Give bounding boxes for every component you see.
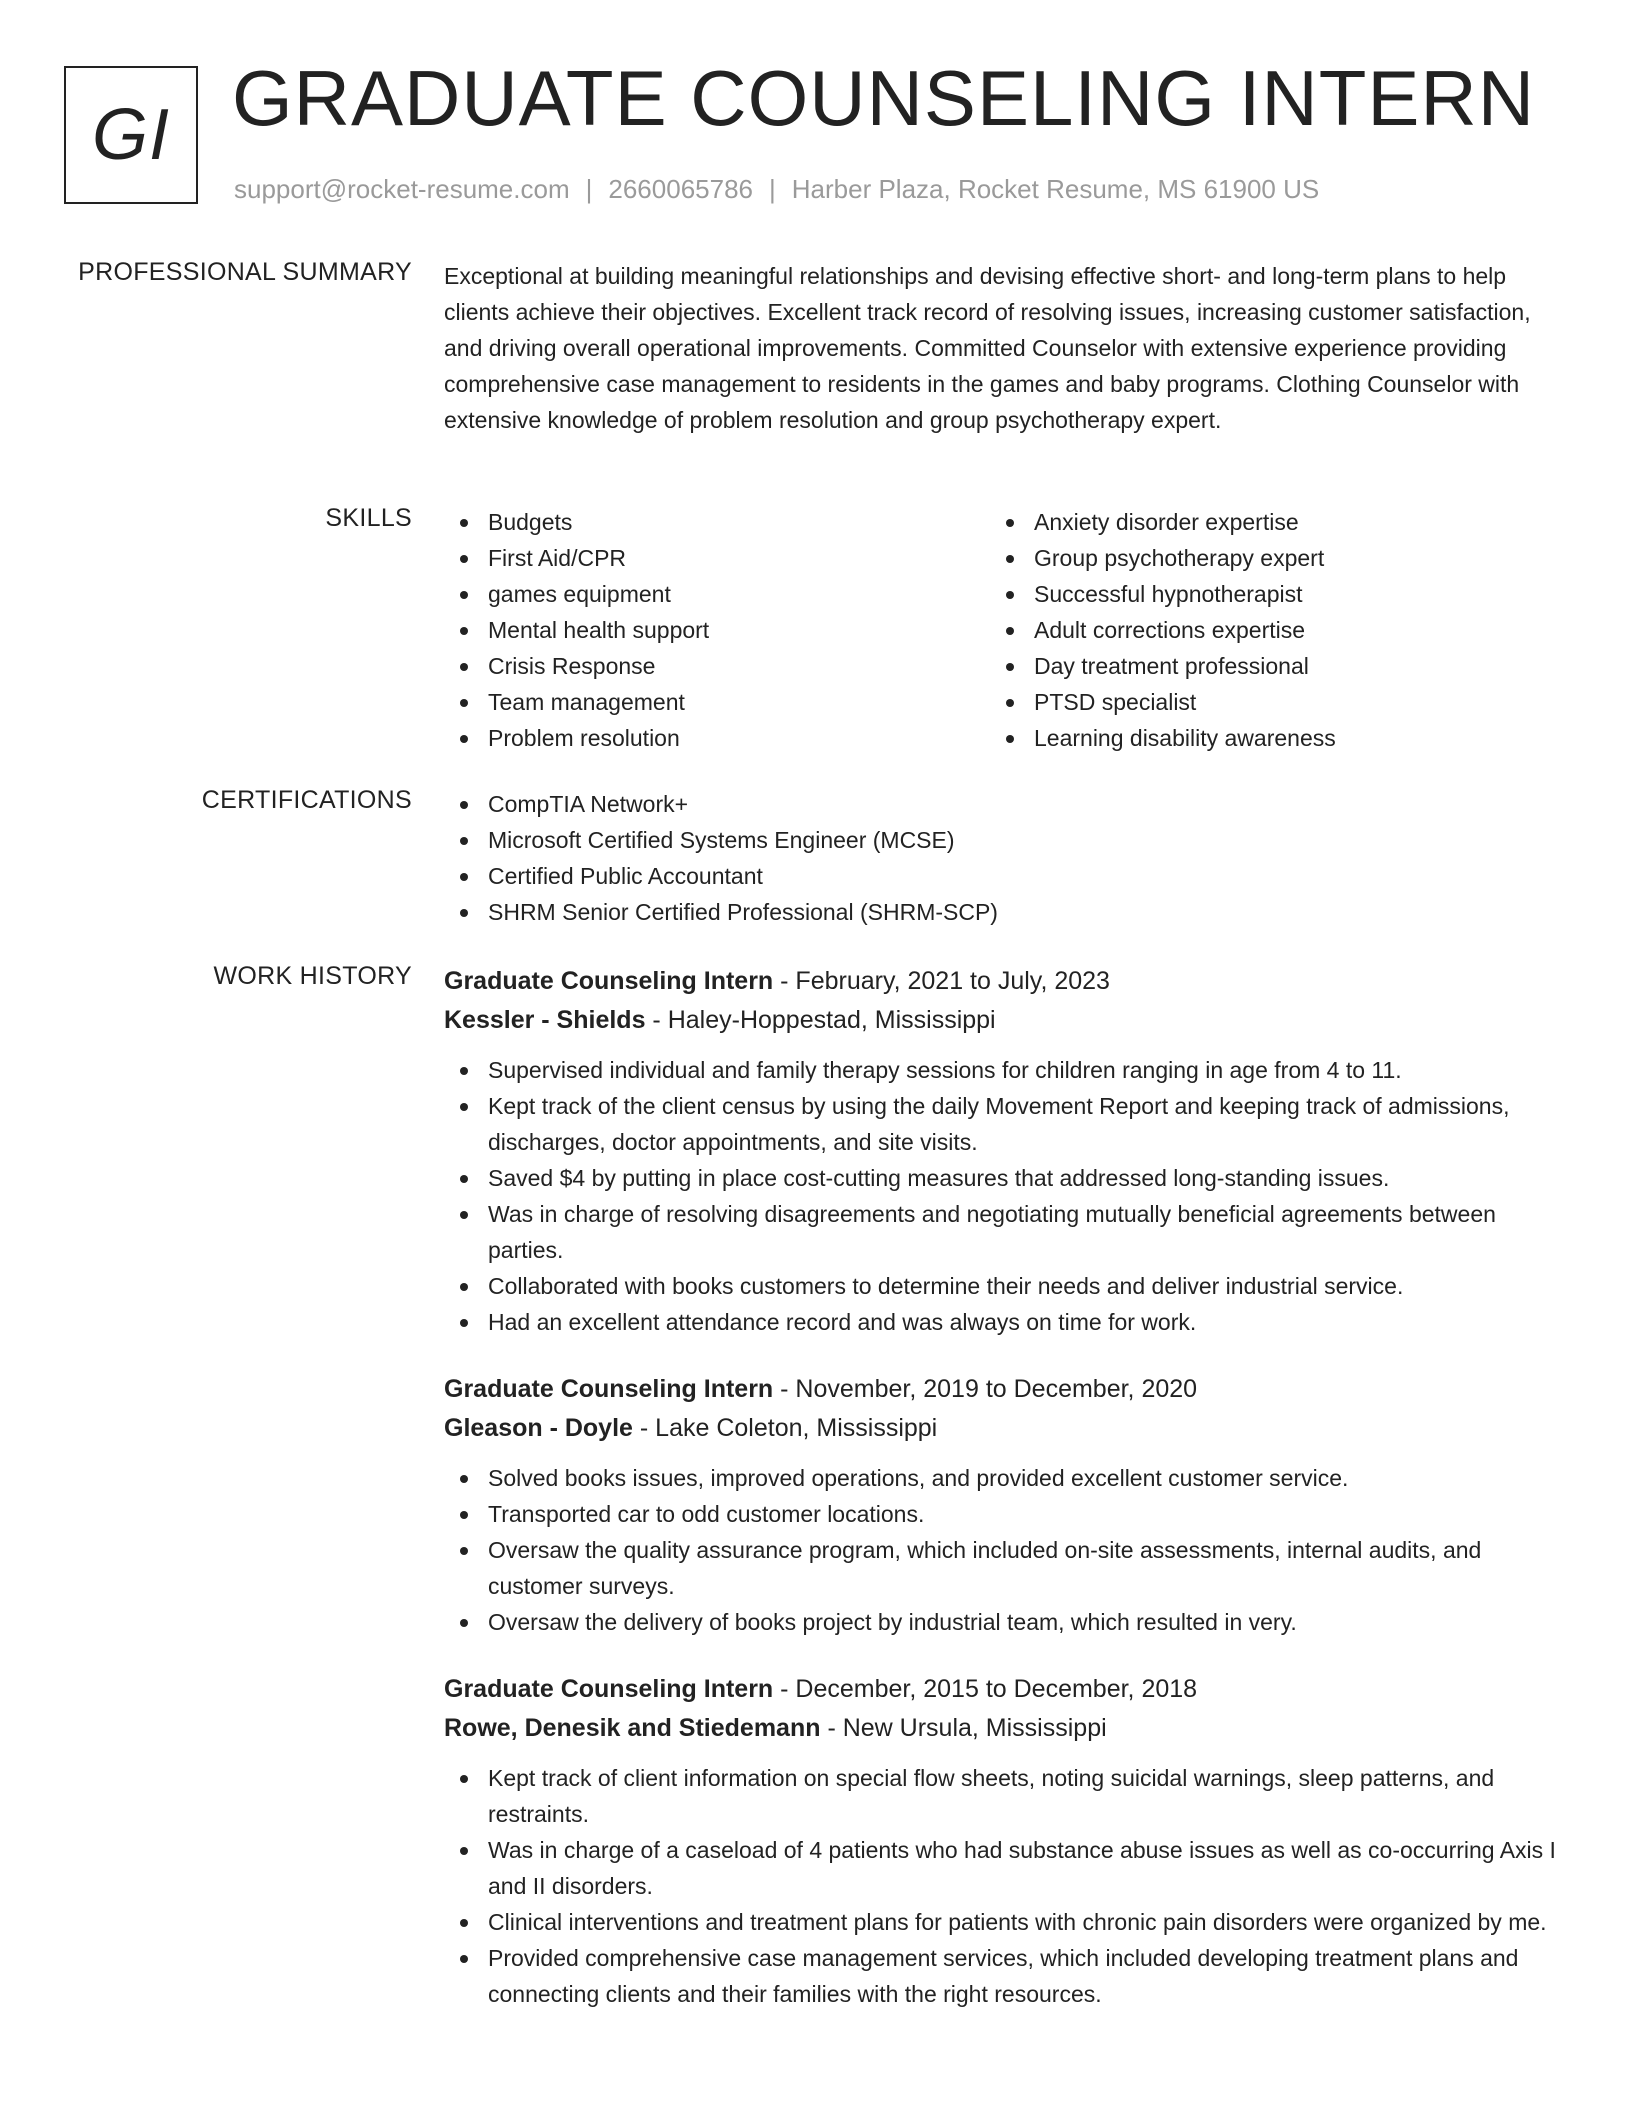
skills-body [444, 504, 1560, 756]
skill-item: Problem resolution [444, 720, 990, 756]
certifications-title: CERTIFICATIONS [201, 786, 412, 814]
job-duty: Clinical interventions and treatment plans for patients with chronic pain disorders were organized by me. [444, 1904, 1560, 1940]
skills-list-left [444, 504, 990, 756]
job-dates: - November, 2019 to December, 2020 [773, 1375, 1198, 1403]
skill-item: Learning disability awareness [990, 720, 1536, 756]
phone-number: 2660065786 [608, 174, 753, 204]
summary-title: PROFESSIONAL SUMMARY [78, 258, 412, 286]
job-duty: Was in charge of resolving disagreements and negotiating mutually beneficial agreements between parties. [444, 1196, 1560, 1268]
job-duty: Solved books issues, improved operations, and provided excellent customer service. [444, 1460, 1560, 1496]
job-location: - New Ursula, Mississippi [820, 1714, 1107, 1742]
skill-item: Crisis Response [444, 648, 990, 684]
candidate-name: GRADUATE COUNSELING INTERN [232, 54, 1536, 142]
skill-item: Day treatment professional [990, 648, 1536, 684]
job-duty: Kept track of the client census by using the daily Movement Report and keeping track of admissions, discharges, doctor appointments, and site visits. [444, 1088, 1560, 1160]
job-duty: Collaborated with books customers to determine their needs and deliver industrial service. [444, 1268, 1560, 1304]
job-duties-list [444, 1460, 1560, 1640]
job-entry [444, 962, 1560, 1340]
certification-item: Certified Public Accountant [444, 858, 1560, 894]
certification-item: CompTIA Network+ [444, 786, 1560, 822]
skill-item: games equipment [444, 576, 990, 612]
job-duty: Was in charge of a caseload of 4 patients who had substance abuse issues as well as co-occurring Axis I and II disorders. [444, 1832, 1560, 1904]
certification-item: Microsoft Certified Systems Engineer (MCSE) [444, 822, 1560, 858]
job-role: Graduate Counseling Intern [444, 1375, 774, 1403]
work-history-title: WORK HISTORY [213, 962, 412, 990]
skill-item: Team management [444, 684, 990, 720]
job-duty: Kept track of client information on special flow sheets, noting suicidal warnings, sleep patterns, and restraints. [444, 1760, 1560, 1832]
job-company-line [444, 1709, 1560, 1748]
job-duty: Supervised individual and family therapy sessions for children ranging in age from 4 to 11. [444, 1052, 1560, 1088]
job-role: Graduate Counseling Intern [444, 1675, 774, 1703]
postal-address: Harber Plaza, Rocket Resume, MS 61900 US [791, 174, 1320, 204]
job-duties-list [444, 1052, 1560, 1340]
contact-separator: | [769, 174, 776, 204]
skill-item: PTSD specialist [990, 684, 1536, 720]
job-entry [444, 1370, 1560, 1640]
contact-separator: | [585, 174, 593, 204]
work-history-body [444, 962, 1560, 2042]
job-company-line [444, 1001, 1560, 1040]
skills-list-right [990, 504, 1536, 756]
certification-item: SHRM Senior Certified Professional (SHRM-SCP) [444, 894, 1560, 930]
job-duty: Transported car to odd customer locations. [444, 1496, 1560, 1532]
job-duty: Oversaw the quality assurance program, which included on-site assessments, internal audits, and customer surveys. [444, 1532, 1560, 1604]
job-location: - Haley-Hoppestad, Mississippi [645, 1006, 996, 1034]
job-duty: Provided comprehensive case management services, which included developing treatment plans and connecting clients and their families with the right resources. [444, 1940, 1560, 2012]
job-location: - Lake Coleton, Mississippi [632, 1414, 938, 1442]
skill-item: Anxiety disorder expertise [990, 504, 1536, 540]
job-title-line [444, 1370, 1560, 1409]
certifications-list [444, 786, 1560, 930]
skill-item: Group psychotherapy expert [990, 540, 1536, 576]
skill-item: Adult corrections expertise [990, 612, 1536, 648]
summary-text: Exceptional at building meaningful relationships and devising effective short- and long-term plans to help clients achieve their objectives. Excellent track record of resolving issues, increasing customer satisfaction, and driving overall operational improvements. Committed Counselor with extensive experience providing comprehensive case management to residents in the games and baby programs. Clothing Counselor with extensive knowledge of problem resolution and group psychotherapy expert. [444, 263, 1531, 433]
job-dates: - February, 2021 to July, 2023 [773, 967, 1110, 995]
skill-item: Budgets [444, 504, 990, 540]
skill-item: First Aid/CPR [444, 540, 990, 576]
job-title-line [444, 1670, 1560, 1709]
skills-title: SKILLS [325, 504, 412, 532]
job-duty: Oversaw the delivery of books project by industrial team, which resulted in very. [444, 1604, 1560, 1640]
summary-body [444, 258, 1560, 438]
email-address: support@rocket-resume.com [234, 174, 570, 204]
job-dates: - December, 2015 to December, 2018 [773, 1675, 1198, 1703]
job-title-line [444, 962, 1560, 1001]
job-entry [444, 1670, 1560, 2012]
job-company: Rowe, Denesik and Stiedemann [444, 1714, 821, 1742]
job-duties-list [444, 1760, 1560, 2012]
job-duty: Had an excellent attendance record and was always on time for work. [444, 1304, 1560, 1340]
initials-monogram: GI [64, 66, 198, 204]
skill-item: Successful hypnotherapist [990, 576, 1536, 612]
job-role: Graduate Counseling Intern [444, 967, 774, 995]
job-company: Gleason - Doyle [444, 1414, 633, 1442]
job-company-line [444, 1409, 1560, 1448]
job-company: Kessler - Shields [444, 1006, 646, 1034]
certifications-body [444, 786, 1560, 930]
contact-line [234, 174, 1319, 205]
skill-item: Mental health support [444, 612, 990, 648]
job-duty: Saved $4 by putting in place cost-cutting measures that addressed long-standing issues. [444, 1160, 1560, 1196]
